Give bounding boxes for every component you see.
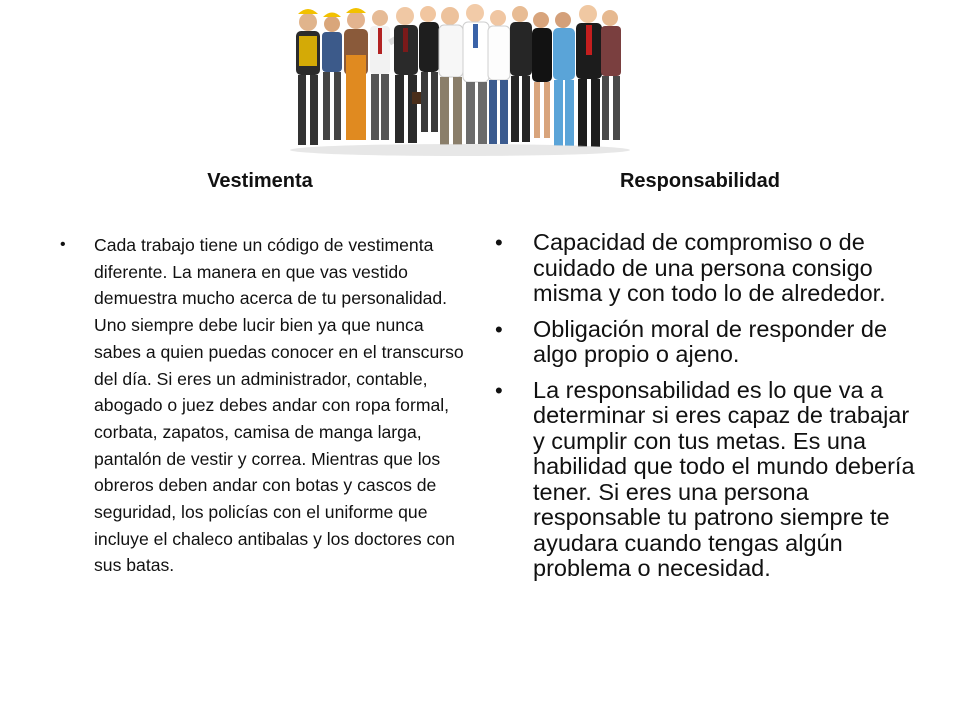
bullet-icon: • [495, 377, 503, 403]
workers-group-photo [270, 0, 660, 160]
responsabilidad-list [495, 230, 915, 592]
list-item-text: La responsabilidad es lo que va a determinar si eres capaz de trabajar y cumplir con tus metas. Es una habilidad que todo el mundo debería tener. Si eres una persona responsable tu patrono siempre te ayudara cuando tengas algún problema o necesidad. [533, 376, 915, 581]
list-item-text: Obligación moral de responder de algo propio o ajeno. [533, 315, 888, 367]
vestimenta-list [60, 232, 470, 579]
list-item [495, 378, 915, 582]
responsabilidad-heading: Responsabilidad [619, 170, 781, 192]
bullet-icon: • [60, 236, 66, 253]
vestimenta-heading: Vestimenta [207, 170, 313, 192]
list-item-text: Cada trabajo tiene un código de vestimenta diferente. La manera en que vas vestido demuestra mucho acerca de tu personalidad. Uno siempre debe lucir bien ya que nunca sabes a quien puedas conocer en el transcurso del día. Si eres un administrador, contable, abogado o juez debes andar con ropa formal, corbata, zapatos, camisa de manga larga, pantalón de vestir y correa. Mientras que los obreros deben andar con botas y cascos de seguridad, los policías con el uniforme que incluye el chaleco antibalas y los doctores con sus batas. [94, 235, 464, 576]
list-item [60, 232, 470, 579]
list-item-text: Capacidad de compromiso o de cuidado de una persona consigo misma y con todo lo de alrededor. [533, 229, 886, 306]
list-item [495, 230, 915, 307]
list-item [495, 317, 915, 368]
worker-figures [290, 4, 630, 156]
bullet-icon: • [495, 316, 503, 342]
bullet-icon: • [495, 230, 503, 255]
